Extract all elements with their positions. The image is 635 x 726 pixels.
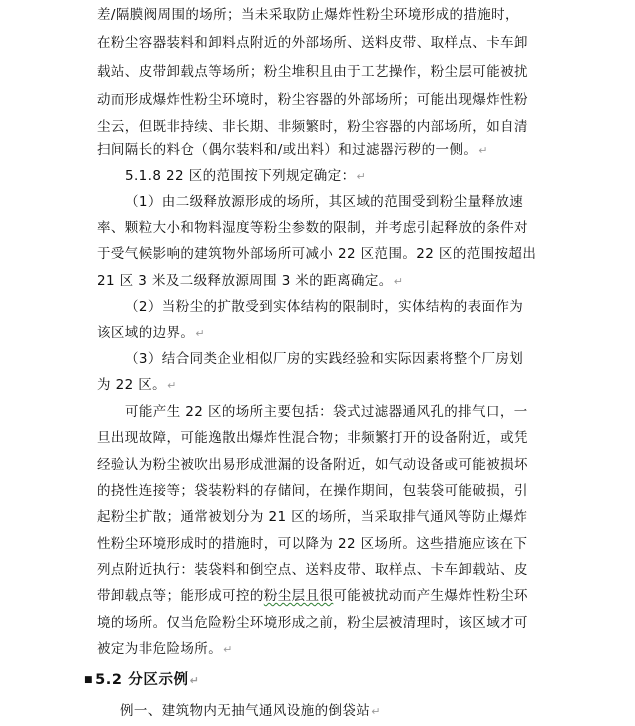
section-heading bbox=[84, 670, 614, 691]
body-text-line bbox=[97, 375, 617, 396]
body-text: 例一、建筑物内无抽气通风设施的倒袋站 bbox=[120, 703, 371, 719]
body-text: 该区域的边界。 bbox=[97, 325, 195, 341]
body-text-line squiggle-line bbox=[97, 586, 617, 606]
body-text: 被定为非危险场所。 bbox=[97, 641, 223, 657]
body-text-line: 起粉尘扩散；通常被划分为 21 区的场所，当采取排气通风等防止爆炸 bbox=[97, 509, 528, 525]
paragraph-mark-icon: ↵ bbox=[478, 144, 488, 157]
body-text: 为 22 区。 bbox=[97, 377, 167, 393]
paragraph-mark-icon: ↵ bbox=[167, 379, 177, 392]
list-bullet-icon: ■ bbox=[84, 675, 94, 685]
body-text-line: 的挠性连接等；袋装粉料的存储间，在操作期间，包装袋可能破损，引 bbox=[97, 483, 528, 499]
body-text: 5.1.8 22 区的范围按下列规定确定： bbox=[125, 168, 356, 184]
paragraph-mark-icon: ↵ bbox=[195, 327, 205, 340]
body-text-line: （2）当粉尘的扩散受到实体结构的限制时，实体结构的表面作为 bbox=[125, 299, 524, 315]
paragraph-mark-icon: ↵ bbox=[189, 674, 200, 687]
body-text: 扫间隔长的料仓（偶尔装料和/或出料）和过滤器污秽的一侧。 bbox=[97, 142, 478, 158]
body-text-line: 在粉尘容器装料和卸料点附近的外部场所、送料皮带、取样点、卡车卸 bbox=[97, 35, 528, 51]
body-text-line: 载站、皮带卸载点等场所；粉尘堆积且由于工艺操作，粉尘层可能被扰 bbox=[97, 64, 528, 80]
body-text-line: （3）结合同类企业相似厂房的实践经验和实际因素将整个厂房划 bbox=[125, 351, 524, 367]
body-text-line: 于受气候影响的建筑物外部场所可减小 22 区范围。22 区的范围按超出 bbox=[97, 246, 537, 262]
spellcheck-underline: 粉尘层且很 bbox=[263, 588, 334, 604]
clause-title bbox=[125, 166, 615, 187]
body-text-line: 经验认为粉尘被吹出易形成泄漏的设备附近，如气动设备或可能被损坏 bbox=[97, 457, 528, 473]
body-text-line: 可能产生 22 区的场所主要包括：袋式过滤器通风孔的排气口，一 bbox=[125, 404, 528, 420]
body-text-line bbox=[97, 639, 617, 660]
body-text-line: 列点附近执行：装袋料和倒空点、送料皮带、取样点、卡车卸载站、皮 bbox=[97, 562, 528, 578]
paragraph-mark-icon: ↵ bbox=[393, 275, 404, 288]
body-text-line bbox=[97, 271, 617, 292]
body-text-line: 旦出现故障，可能逸散出爆炸性混合物；非频繁打开的设备附近，或凭 bbox=[97, 430, 528, 446]
body-text-line: 率、颗粒大小和物料湿度等粉尘参数的限制，并考虑引起释放的条件对 bbox=[97, 220, 528, 236]
section-heading-text: 5.2 分区示例 bbox=[95, 672, 189, 688]
body-text-line: 尘云，但既非持续、非长期、非频繁时，粉尘容器的内部场所，如自清 bbox=[97, 119, 528, 135]
body-text-line bbox=[97, 140, 617, 161]
body-text-line: 差/隔膜阀周围的场所；当未采取防止爆炸性粉尘环境形成的措施时， bbox=[97, 7, 519, 23]
example-title bbox=[120, 701, 615, 722]
body-text-line: 性粉尘环境形成时的措施时，可以降为 22 区场所。这些措施应该在下 bbox=[97, 536, 528, 552]
body-text-line: 境的场所。仅当危险粉尘环境形成之前，粉尘层被清理时，该区域才可 bbox=[97, 615, 528, 631]
body-text: 21 区 3 米及二级释放源周围 3 米的距离确定。 bbox=[97, 273, 393, 289]
paragraph-mark-icon: ↵ bbox=[223, 643, 233, 656]
paragraph-mark-icon: ↵ bbox=[371, 705, 381, 718]
body-text-line: 动而形成爆炸性粉尘环境时，粉尘容器的外部场所；可能出现爆炸性粉 bbox=[97, 92, 528, 108]
body-text-line bbox=[97, 323, 617, 344]
body-text: 带卸载点等；能形成可控的粉尘层且很可能被扰动而产生爆炸性粉尘环 bbox=[97, 588, 528, 604]
body-text-line: （1）由二级释放源形成的场所，其区域的范围受到粉尘量释放速 bbox=[125, 194, 524, 210]
paragraph-mark-icon: ↵ bbox=[356, 170, 367, 183]
